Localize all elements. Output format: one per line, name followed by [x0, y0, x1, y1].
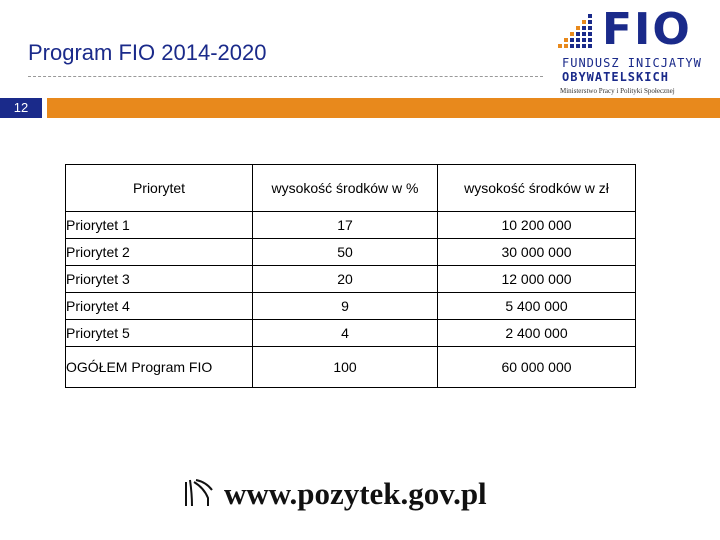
logo-ministry: Ministerstwo Pracy i Polityki Społecznej: [560, 87, 675, 95]
row-percent: 50: [253, 239, 438, 266]
total-percent: 100: [253, 347, 438, 388]
row-amount: 12 000 000: [438, 266, 636, 293]
logo-brand: FIO: [602, 4, 692, 55]
footer-url[interactable]: www.pozytek.gov.pl: [224, 476, 487, 511]
orange-bar: [47, 98, 720, 118]
row-amount: 10 200 000: [438, 212, 636, 239]
header-amount: wysokość środków w zł: [438, 165, 636, 212]
priority-table: [65, 164, 636, 388]
total-amount: 60 000 000: [438, 347, 636, 388]
header-percent: wysokość środków w %: [253, 165, 438, 212]
fio-logo: [558, 4, 703, 96]
row-amount: 30 000 000: [438, 239, 636, 266]
page-title: Program FIO 2014-2020: [28, 40, 267, 65]
dots-logo-icon: [558, 12, 594, 48]
row-percent: 4: [253, 320, 438, 347]
row-percent: 9: [253, 293, 438, 320]
slide-number: 12: [0, 98, 42, 118]
row-name: Priorytet 1: [66, 212, 253, 239]
row-amount: 5 400 000: [438, 293, 636, 320]
table-header-row: [66, 165, 636, 212]
table-row: [66, 212, 636, 239]
logo-line-2: OBYWATELSKICH: [562, 70, 669, 84]
bird-logo-icon: [182, 476, 216, 510]
row-name: Priorytet 3: [66, 266, 253, 293]
title-divider: [28, 76, 543, 77]
table-row: [66, 320, 636, 347]
row-name: Priorytet 4: [66, 293, 253, 320]
table-row: [66, 293, 636, 320]
table-total-row: [66, 347, 636, 388]
row-name: Priorytet 2: [66, 239, 253, 266]
row-amount: 2 400 000: [438, 320, 636, 347]
logo-line-1: FUNDUSZ INICJATYW: [562, 56, 702, 70]
total-name: OGÓŁEM Program FIO: [66, 347, 253, 388]
header-priority: Priorytet: [66, 165, 253, 212]
row-percent: 17: [253, 212, 438, 239]
table-row: [66, 239, 636, 266]
row-percent: 20: [253, 266, 438, 293]
row-name: Priorytet 5: [66, 320, 253, 347]
table-row: [66, 266, 636, 293]
